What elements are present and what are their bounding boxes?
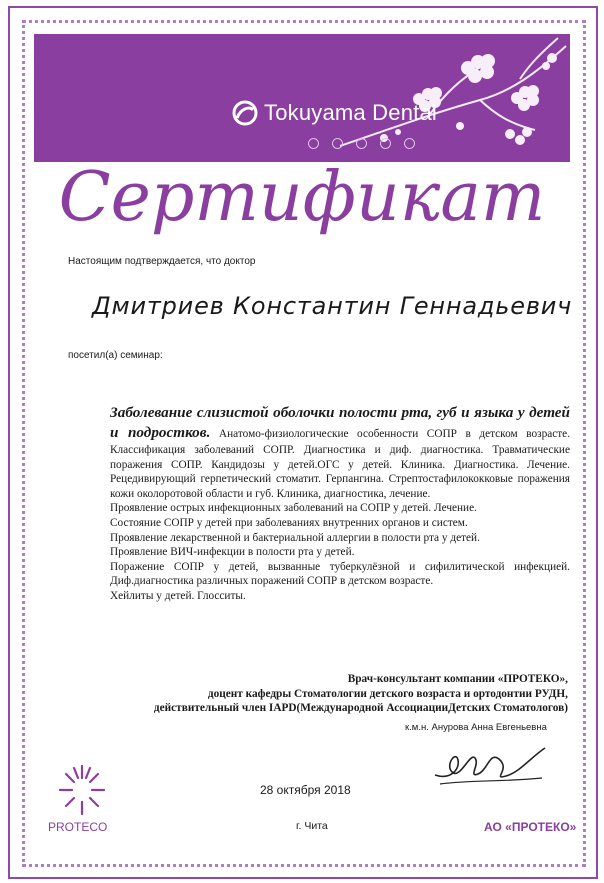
dot [404,138,415,149]
seminar-paragraph: Проявление лекарственной и бактериальной аллергии в полости рта у детей. [110,531,480,544]
seminar-paragraph: Поражение СОПР у детей, вызванные туберкулёзной и сифилитической инфекцией. Диф.диагностика различных поражений СОПР в детском возрасте. [110,560,570,588]
signatory-line: Врач-консультант компании «ПРОТЕКО», [347,673,568,685]
attended-text: посетил(а) семинар: [68,350,163,361]
dot [332,138,343,149]
seminar-intro: Анатомо-физиологические особенности СОПР в детском возрасте. Классификация заболеваний СОПР. Диагностика и диф. диагностика. Травматические поражения СОПР. Кандидозы у детей.ОГС у детей. Клиника. Диагностика. Лечение. Рецедивирующий герпетический стоматит. Герпангина. Стрептостафилококковые поражения кожи околоротовой области и губ. Клиника, диагностика, лечение. [110,428,571,500]
dot [356,138,367,149]
header-banner [34,34,570,162]
signatory-line: действительный член IAPD(Международной АссоциацииДетских Стоматологов) [153,702,568,714]
certificate-title: Сертификат [58,158,546,237]
signatory-line: доцент кафедры Стоматологии детского возраста и ортодонтии РУДН, [207,687,568,700]
signatory-name: к.м.н. Анурова Анна Евгеньевна [405,722,547,733]
dot [380,138,391,149]
partner-logo-label: PROTECO [48,820,108,834]
dot [308,138,319,149]
banner-dots [308,138,415,149]
recipient-name: Дмитриев Константин Геннадьевич [92,292,573,320]
seminar-heading: Заболевание слизистой оболочки полости рта, губ и языка у детей и подростков. [110,404,570,441]
certificate-city: г. Чита [296,820,328,832]
handwritten-signature [430,740,550,790]
confirm-text: Настоящим подтверждается, что доктор [68,256,256,267]
proteco-logo-icon [56,762,108,818]
signatory-block [154,672,568,716]
seminar-paragraph: Проявление острых инфекционных заболеваний на СОПР у детей. Лечение. [110,502,477,515]
seminar-paragraph: Состояние СОПР у детей при заболеваниях внутренних органов и систем. [110,516,468,529]
seminar-description [110,403,570,604]
tokuyama-logo-icon [232,100,258,126]
seminar-paragraph: Хейлиты у детей. Глосситы. [110,589,246,602]
company-name: АО «ПРОТЕКО» [484,820,577,834]
brand-logo [232,100,437,126]
brand-name: Tokuyama Dental [264,100,437,125]
certificate-date: 28 октября 2018 [260,783,351,797]
seminar-paragraph: Проявление ВИЧ-инфекции в полости рта у детей. [110,546,355,559]
